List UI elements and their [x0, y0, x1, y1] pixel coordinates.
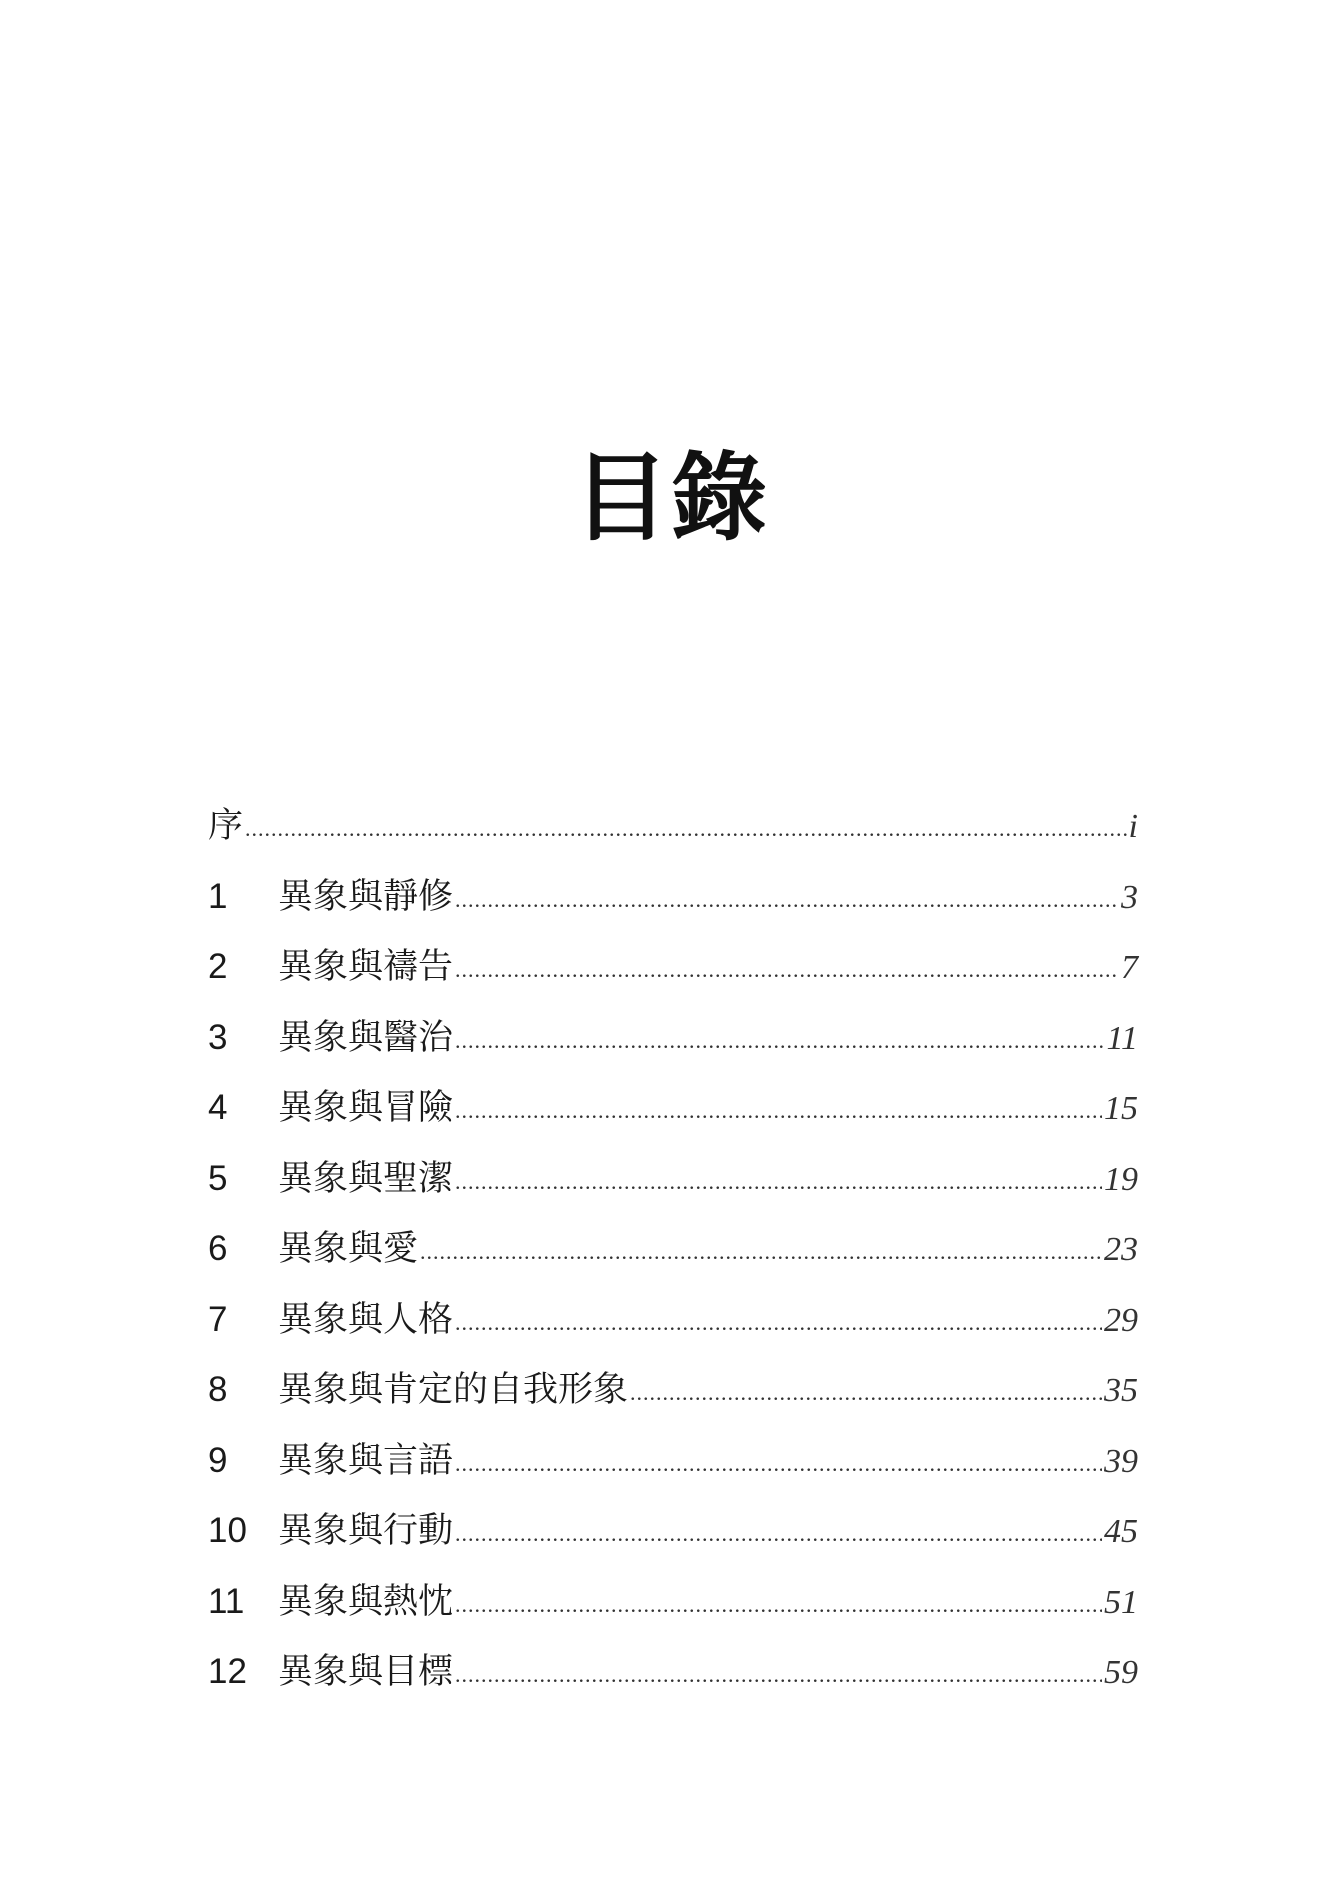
toc-entry-number: 11	[208, 1581, 245, 1621]
toc-dot-leader	[455, 1592, 1102, 1618]
toc-entry-preface	[208, 798, 1138, 869]
toc-dot-leader	[455, 887, 1119, 913]
toc-entry-page: 11	[1106, 1019, 1138, 1057]
toc-entry-label: 異象與肯定的自我形象	[278, 1370, 629, 1410]
toc-entry	[208, 1151, 1138, 1222]
toc-dot-leader	[455, 1028, 1105, 1054]
toc-entry-label: 異象與目標	[278, 1652, 454, 1692]
toc-entry-number: 4	[208, 1088, 228, 1127]
table-of-contents	[208, 798, 1138, 1715]
toc-entry-number: 1	[208, 876, 228, 916]
toc-entry-number: 10	[208, 1511, 247, 1550]
toc-entry-label: 異象與人格	[278, 1299, 454, 1340]
toc-dot-leader	[245, 816, 1127, 842]
toc-entry-label: 異象與熱忱	[278, 1581, 454, 1622]
toc-entry-page: 45	[1104, 1513, 1138, 1550]
toc-entry	[208, 1644, 1138, 1715]
toc-entry-number: 6	[208, 1229, 228, 1268]
toc-entry-number: 12	[208, 1652, 247, 1691]
toc-entry-number: 2	[208, 947, 228, 986]
toc-entry-page: 15	[1104, 1090, 1138, 1127]
toc-dot-leader	[455, 1521, 1102, 1547]
toc-entry-page: 59	[1104, 1654, 1138, 1691]
toc-dot-leader	[455, 1169, 1102, 1195]
toc-entry	[208, 939, 1138, 1010]
toc-entry-number: 3	[208, 1017, 228, 1057]
toc-entry-number: 7	[208, 1299, 228, 1339]
toc-dot-leader	[455, 1662, 1102, 1688]
toc-entry	[208, 1362, 1138, 1433]
toc-entry	[208, 1292, 1138, 1363]
toc-entry-label: 異象與愛	[278, 1229, 419, 1269]
toc-entry-label: 異象與禱告	[278, 947, 454, 987]
toc-entry	[208, 1433, 1138, 1504]
toc-entry-label: 異象與靜修	[278, 876, 454, 917]
toc-dot-leader	[455, 1310, 1102, 1336]
toc-entry-label: 異象與言語	[278, 1440, 454, 1481]
toc-entry	[208, 1503, 1138, 1574]
toc-entry	[208, 869, 1138, 940]
toc-entry	[208, 1574, 1138, 1645]
toc-entry-number: 8	[208, 1370, 228, 1409]
toc-entry-page: 19	[1104, 1160, 1138, 1198]
toc-entry-label: 異象與醫治	[278, 1017, 454, 1058]
toc-entry-page: 29	[1104, 1301, 1138, 1339]
toc-dot-leader	[630, 1380, 1102, 1406]
toc-entry-number: 5	[208, 1158, 228, 1198]
toc-entry	[208, 1080, 1138, 1151]
toc-entry-page: 3	[1121, 878, 1138, 916]
toc-entry-label: 序	[208, 806, 244, 846]
toc-entry-label: 異象與行動	[278, 1511, 454, 1551]
toc-entry-page: 35	[1104, 1372, 1138, 1409]
page-title: 目錄	[573, 441, 769, 554]
toc-dot-leader	[455, 1451, 1102, 1477]
toc-entry-page: 7	[1121, 949, 1138, 986]
toc-entry	[208, 1010, 1138, 1081]
toc-entry-label: 異象與冒險	[278, 1088, 454, 1128]
toc-dot-leader	[455, 957, 1119, 983]
toc-entry-number: 9	[208, 1440, 228, 1480]
toc-dot-leader	[420, 1239, 1102, 1265]
toc-entry	[208, 1221, 1138, 1292]
toc-entry-page: 39	[1104, 1442, 1138, 1480]
toc-entry-page: 51	[1104, 1583, 1138, 1621]
toc-entry-label: 異象與聖潔	[278, 1158, 454, 1199]
toc-dot-leader	[455, 1098, 1102, 1124]
toc-entry-page: i	[1128, 808, 1138, 845]
toc-entry-page: 23	[1104, 1231, 1138, 1268]
